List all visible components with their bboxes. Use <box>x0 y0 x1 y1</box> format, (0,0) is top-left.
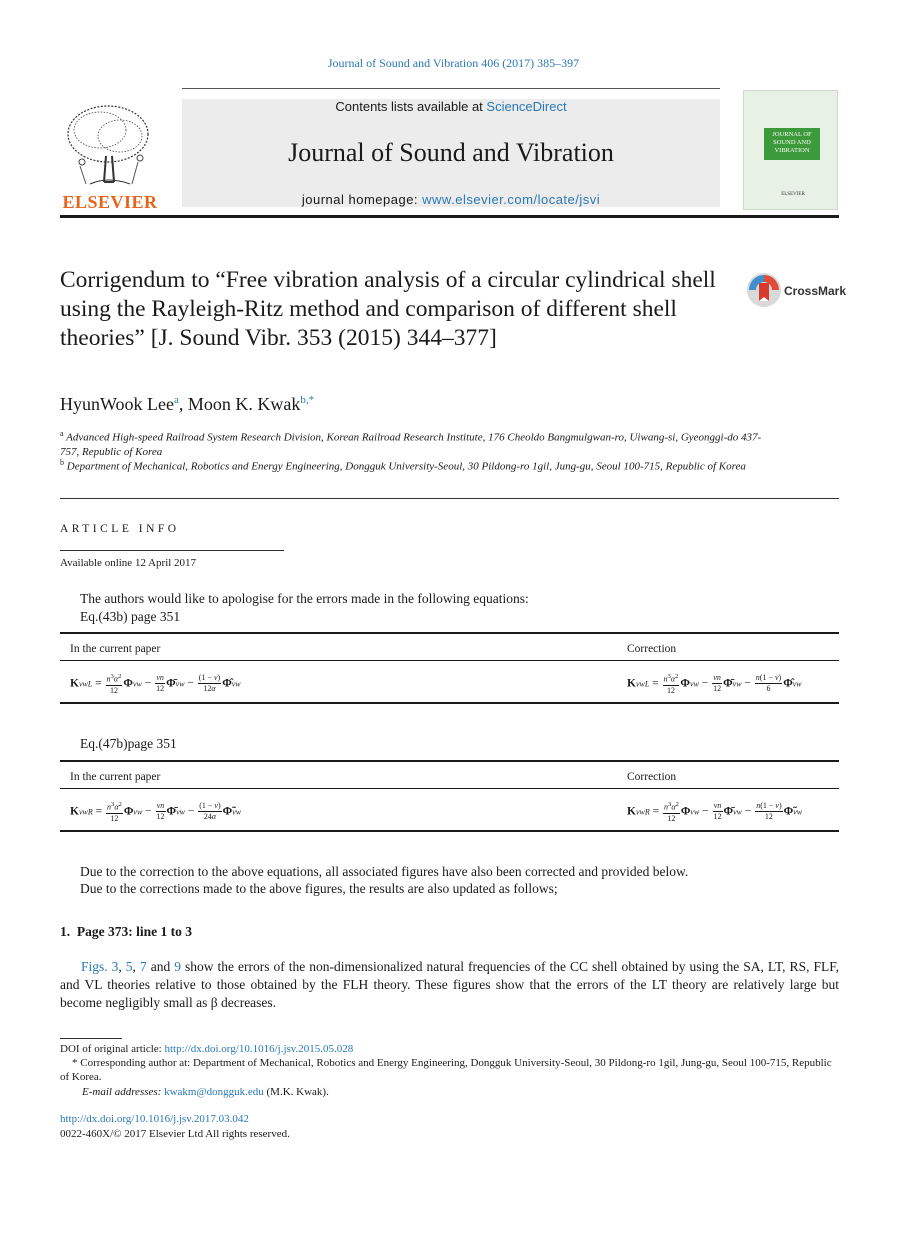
corresponding-mark: * <box>72 1057 78 1069</box>
doi-original-link[interactable]: http://dx.doi.org/10.1016/j.jsv.2015.05.028 <box>164 1043 354 1055</box>
email-name: (M.K. Kwak). <box>263 1086 329 1098</box>
table2-col-correction: Correction <box>627 771 677 783</box>
article-title: Corrigendum to “Free vibration analysis of a circular cylindrical shell using the Rayleigh-Ritz method and comparison of different shell theories” [J. Sound Vibr. 353 (2015) 344–377] <box>60 267 716 351</box>
affiliation-b-text: Department of Mechanical, Robotics and Energy Engineering, Dongguk University-Seoul, 30 Pildong-ro 1gil, Jung-gu, Seoul 100-715, Republic of Korea <box>66 460 746 473</box>
homepage-link[interactable]: www.elsevier.com/locate/jsvi <box>422 192 601 207</box>
footnote-corresponding <box>60 1056 839 1084</box>
author-kwak[interactable]: Moon K. Kwak <box>187 394 301 414</box>
available-online: Available online 12 April 2017 <box>60 557 197 569</box>
corresponding-text: Corresponding author at: Department of Mechanical, Robotics and Energy Engineering, Dongguk University-Seoul, 30 Pildong-ro 1gil, Jung-gu, Seoul 100-715, Republic of Korea. <box>60 1057 832 1083</box>
fig3-link[interactable]: Figs. 3 <box>81 959 119 974</box>
table1-bottom-rule <box>60 702 839 704</box>
table1-col-current: In the current paper <box>70 643 161 655</box>
email-link[interactable]: kwakm@dongguk.edu <box>164 1086 264 1098</box>
author-list <box>60 394 314 415</box>
table2-top-rule <box>60 760 839 762</box>
fig7-link[interactable]: 7 <box>139 959 147 974</box>
fig9-link[interactable]: 9 <box>174 959 181 974</box>
contents-prefix: Contents lists available at <box>335 99 487 114</box>
article-doi-link[interactable]: http://dx.doi.org/10.1016/j.jsv.2017.03.042 <box>60 1113 249 1125</box>
eq47b-current: KvwR = $\frac{n^3\alpha^2}{12}$ Φvw − $\frac{\nu n}{12}$ Φ̄vw − $\frac{(1 - \nu)}{24\alpha}$ Φ̃vw <box>70 801 242 823</box>
journal-reference[interactable]: Journal of Sound and Vibration 406 (2017) 385–397 <box>327 56 580 70</box>
table1-top-rule <box>60 632 839 634</box>
table1-col-correction: Correction <box>627 643 677 655</box>
eq47b-correction: KvwR = $\frac{n^3\alpha^2}{12}$ Φvw − $\frac{\nu n}{12}$ Φ̄vw − $\frac{n(1 - \nu)}{12}$ Φ̃vw <box>627 801 803 823</box>
doi-original-label: DOI of original article: <box>60 1043 165 1055</box>
eq43b-current: KvwL = $\frac{n^3\alpha^2}{12}$ Φvw − $\frac{\nu n}{12}$ Φ̄vw − $\frac{(1 - \nu)}{12\alpha}$ Φ̂vw <box>70 673 241 695</box>
eq1-label: Eq.(43b) page 351 <box>80 609 181 624</box>
publisher-name: ELSEVIER <box>62 192 158 212</box>
article-info-rule <box>60 550 284 551</box>
sciencedirect-link[interactable]: ScienceDirect <box>486 99 567 114</box>
homepage-line <box>182 192 720 207</box>
after-text-1: Due to the correction to the above equations, all associated figures have also been corrected and provided below. <box>80 864 689 879</box>
header-thick-rule <box>60 215 839 218</box>
journal-title: Journal of Sound and Vibration <box>288 138 614 167</box>
homepage-prefix: journal homepage: <box>301 192 423 207</box>
author-kwak-affil[interactable]: b,* <box>300 394 315 406</box>
cover-publisher: ELSEVIER <box>781 192 805 197</box>
article-info-heading: ARTICLE INFO <box>60 523 180 535</box>
eq43b-correction: KvwL = $\frac{n^3\alpha^2}{12}$ Φvw − $\frac{\nu n}{12}$ Φ̄vw − $\frac{n(1 - \nu)}{6}$ Φ̂vw <box>627 673 802 695</box>
affiliation-a-mark: a <box>60 429 64 438</box>
table2-col-current: In the current paper <box>70 771 161 783</box>
section-title: Page 373: line 1 to 3 <box>76 924 192 939</box>
eq2-label: Eq.(47b)page 351 <box>80 736 177 751</box>
contents-line <box>182 99 720 114</box>
email-label: E-mail addresses: <box>82 1086 165 1098</box>
body-and: and <box>146 959 175 974</box>
copyright: 0022-460X/© 2017 Elsevier Ltd All rights reserved. <box>60 1128 290 1140</box>
table2-head-rule <box>60 788 839 789</box>
footnote-email <box>82 1085 782 1099</box>
crossmark-label[interactable]: CrossMark <box>784 284 847 298</box>
author-separator: , <box>178 394 188 414</box>
footnote-doi-original <box>60 1042 839 1056</box>
affiliation-b-mark: b <box>60 458 64 467</box>
author-lee[interactable]: HyunWook Lee <box>60 394 175 414</box>
affiliation-rule <box>60 498 839 499</box>
table2-bottom-rule <box>60 830 839 832</box>
affiliation-a-text: Advanced High-speed Railroad System Research Division, Korean Railroad Research Institute, 176 Cheoldo Bangmulgwan-ro, Uiwang-si, Gyeonggi-do 437-757, Republic of Korea <box>60 431 762 459</box>
table1-head-rule <box>60 660 839 661</box>
after-text-2: Due to the corrections made to the above figures, the results are also updated as follows; <box>80 881 558 896</box>
section-heading <box>60 924 192 940</box>
affiliation-a <box>60 427 780 460</box>
intro-text: The authors would like to apologise for the errors made in the following equations: <box>80 591 529 606</box>
body-text: show the errors of the non-dimensionalized natural frequencies of the CC shell obtained by using the SA, LT, RS, FLF, and VL theories relative to those obtained by the FLH theory. These figures show that the errors of the LT theory are relatively large but become negligibly small as β decreases. <box>60 959 840 1010</box>
section-body: Figs. 3, 5, 7 and 9 show the errors of the non-dimensionalized natural frequencies of the CC shell obtained by using the SA, LT, RS, FLF, and VL theories relative to those obtained by the FLH theory. These figures show that the errors of the LT theory are relatively large but become negligibly small as β decreases. <box>60 959 840 1010</box>
fig5-link[interactable]: 5 <box>125 959 133 974</box>
header-rule <box>182 88 720 89</box>
author-lee-affil[interactable]: a <box>174 394 179 406</box>
footnote-rule <box>60 1038 122 1039</box>
cover-title: JOURNAL OF SOUND AND VIBRATION <box>764 128 820 160</box>
section-number: 1. <box>60 924 71 939</box>
affiliation-b <box>60 456 780 474</box>
